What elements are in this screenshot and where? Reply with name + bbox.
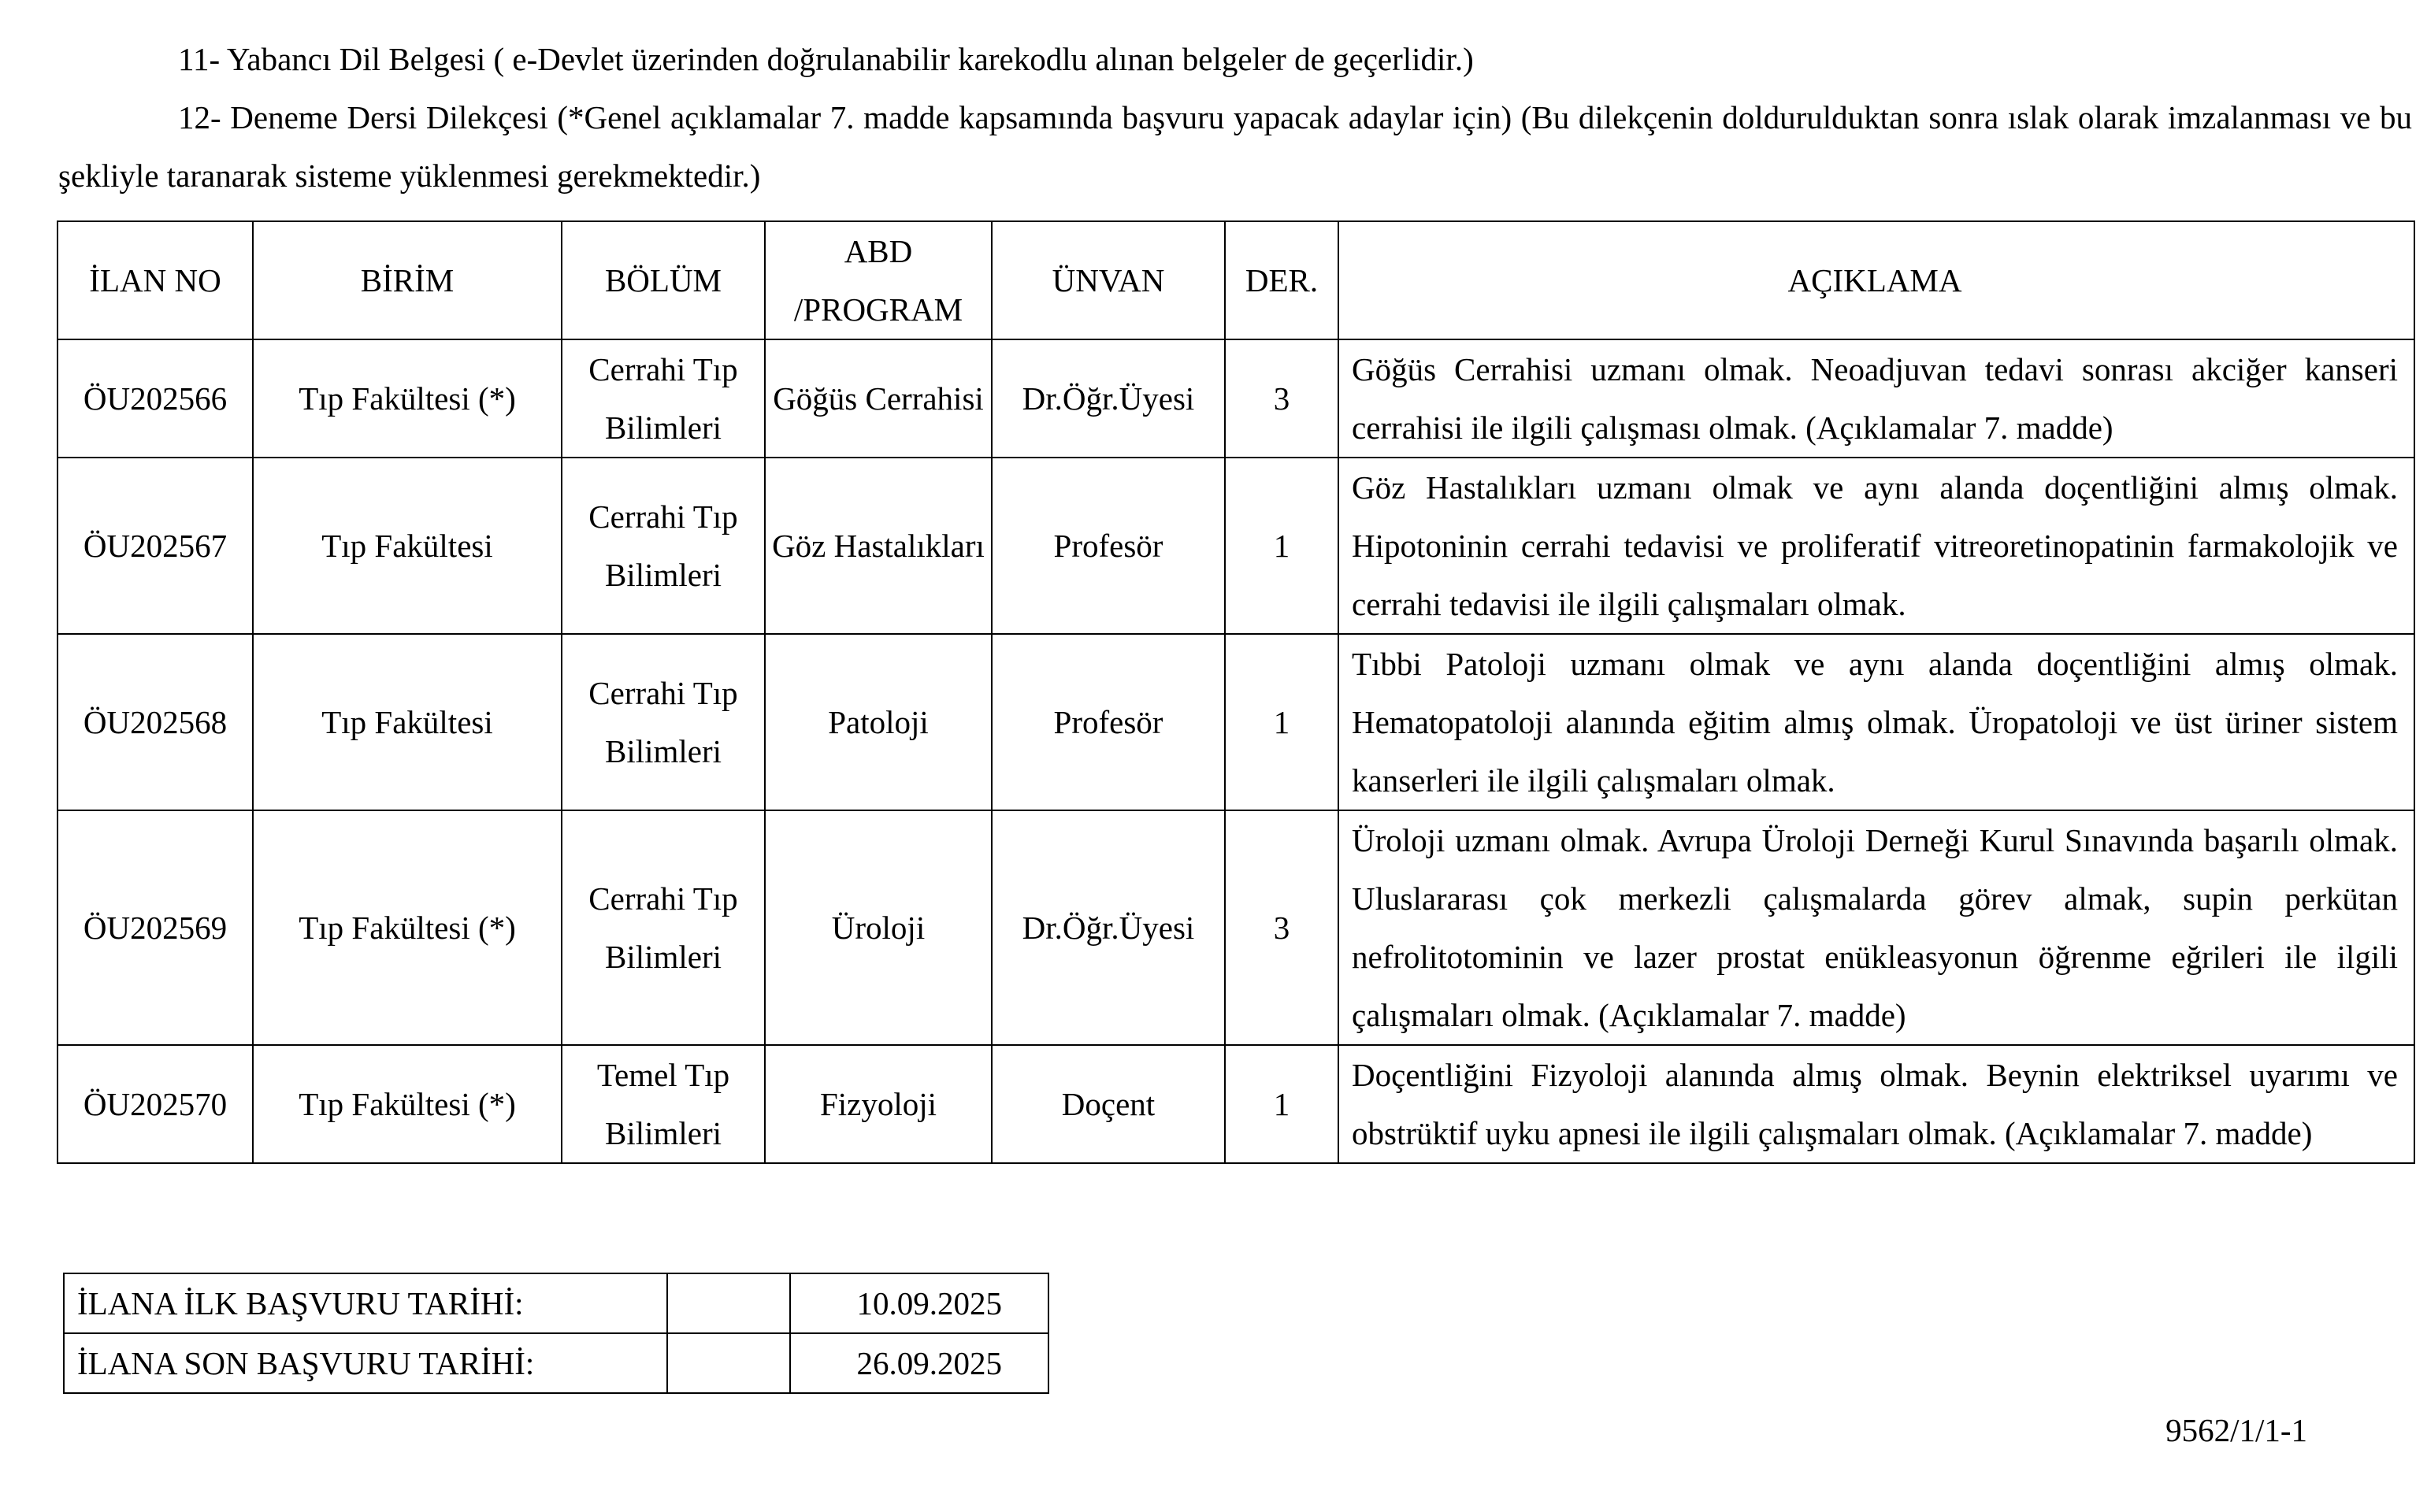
cell-unvan: Profesör bbox=[992, 458, 1225, 634]
cell-bolum: Cerrahi Tıp Bilimleri bbox=[562, 339, 765, 458]
cell-der: 3 bbox=[1225, 339, 1338, 458]
cell-birim: Tıp Fakültesi bbox=[253, 458, 562, 634]
cell-aciklama: Tıbbi Patoloji uzmanı olmak ve aynı alanda doçentliğini almış olmak. Hematopatoloji alanında eğitim almış olmak. Üropatoloji ve üst üriner sistem kanserleri ile ilgili çalışmaları olmak. bbox=[1338, 634, 2414, 810]
header-aciklama: AÇIKLAMA bbox=[1338, 221, 2414, 339]
empty-cell bbox=[667, 1333, 790, 1393]
header-birim: BİRİM bbox=[253, 221, 562, 339]
cell-bolum: Temel Tıp Bilimleri bbox=[562, 1045, 765, 1163]
header-ilan-no: İLAN NO bbox=[58, 221, 253, 339]
cell-ilan-no: ÖU202566 bbox=[58, 339, 253, 458]
cell-unvan: Dr.Öğr.Üyesi bbox=[992, 339, 1225, 458]
cell-birim: Tıp Fakültesi (*) bbox=[253, 339, 562, 458]
last-application-date-row bbox=[64, 1333, 1048, 1393]
requirement-item-12: 12- Deneme Dersi Dilekçesi (*Genel açıklamalar 7. madde kapsamında başvuru yapacak adaylar için) (Bu dilekçenin doldurulduktan sonra ıslak olarak imzalanması ve bu şekliyle taranarak sisteme yüklenmesi gerekmektedir.) bbox=[58, 99, 2412, 194]
cell-unvan: Profesör bbox=[992, 634, 1225, 810]
header-der: DER. bbox=[1225, 221, 1338, 339]
cell-abd-program: Fizyoloji bbox=[765, 1045, 992, 1163]
first-application-date-label: İLANA İLK BAŞVURU TARİHİ: bbox=[64, 1273, 667, 1333]
cell-bolum: Cerrahi Tıp Bilimleri bbox=[562, 634, 765, 810]
footer-reference-code: 9562/1/1-1 bbox=[2165, 1412, 2307, 1448]
table-row bbox=[58, 810, 2414, 1045]
empty-cell bbox=[667, 1273, 790, 1333]
cell-birim: Tıp Fakültesi (*) bbox=[253, 1045, 562, 1163]
last-application-date-label: İLANA SON BAŞVURU TARİHİ: bbox=[64, 1333, 667, 1393]
cell-birim: Tıp Fakültesi bbox=[253, 634, 562, 810]
header-abd-program: ABD /PROGRAM bbox=[765, 221, 992, 339]
cell-abd-program: Patoloji bbox=[765, 634, 992, 810]
cell-abd-program: Üroloji bbox=[765, 810, 992, 1045]
cell-ilan-no: ÖU202567 bbox=[58, 458, 253, 634]
first-application-date-row bbox=[64, 1273, 1048, 1333]
table-row bbox=[58, 339, 2414, 458]
positions-table bbox=[57, 220, 2415, 1164]
last-application-date-value: 26.09.2025 bbox=[790, 1333, 1048, 1393]
table-row bbox=[58, 634, 2414, 810]
cell-der: 1 bbox=[1225, 458, 1338, 634]
cell-der: 1 bbox=[1225, 1045, 1338, 1163]
table-header-row bbox=[58, 221, 2414, 339]
cell-unvan: Dr.Öğr.Üyesi bbox=[992, 810, 1225, 1045]
cell-aciklama: Göz Hastalıkları uzmanı olmak ve aynı alanda doçentliğini almış olmak. Hipotoninin cerrahi tedavisi ve proliferatif vitreoretinopatinin farmakolojik ve cerrahi tedavisi ile ilgili çalışmaları olmak. bbox=[1338, 458, 2414, 634]
header-unvan: ÜNVAN bbox=[992, 221, 1225, 339]
cell-aciklama: Üroloji uzmanı olmak. Avrupa Üroloji Derneği Kurul Sınavında başarılı olmak. Uluslararası çok merkezli çalışmalarda görev almak, supin perkütan nefrolitotominin ve lazer prostat enükleasyonun öğrenme eğrileri ile ilgili çalışmaları olmak. (Açıklamalar 7. madde) bbox=[1338, 810, 2414, 1045]
cell-ilan-no: ÖU202568 bbox=[58, 634, 253, 810]
first-application-date-value: 10.09.2025 bbox=[790, 1273, 1048, 1333]
cell-abd-program: Göğüs Cerrahisi bbox=[765, 339, 992, 458]
cell-ilan-no: ÖU202570 bbox=[58, 1045, 253, 1163]
header-bolum: BÖLÜM bbox=[562, 221, 765, 339]
cell-aciklama: Göğüs Cerrahisi uzmanı olmak. Neoadjuvan tedavi sonrası akciğer kanseri cerrahisi ile ilgili çalışması olmak. (Açıklamalar 7. madde) bbox=[1338, 339, 2414, 458]
cell-bolum: Cerrahi Tıp Bilimleri bbox=[562, 810, 765, 1045]
table-row bbox=[58, 458, 2414, 634]
application-dates-table bbox=[63, 1273, 1049, 1394]
cell-unvan: Doçent bbox=[992, 1045, 1225, 1163]
cell-aciklama: Doçentliğini Fizyoloji alanında almış olmak. Beynin elektriksel uyarımı ve obstrüktif uyku apnesi ile ilgili çalışmaları olmak. (Açıklamalar 7. madde) bbox=[1338, 1045, 2414, 1163]
table-row bbox=[58, 1045, 2414, 1163]
cell-ilan-no: ÖU202569 bbox=[58, 810, 253, 1045]
cell-der: 1 bbox=[1225, 634, 1338, 810]
cell-abd-program: Göz Hastalıkları bbox=[765, 458, 992, 634]
cell-birim: Tıp Fakültesi (*) bbox=[253, 810, 562, 1045]
cell-bolum: Cerrahi Tıp Bilimleri bbox=[562, 458, 765, 634]
requirement-item-11: 11- Yabancı Dil Belgesi ( e-Devlet üzerinden doğrulanabilir karekodlu alınan belgeler de geçerlidir.) bbox=[178, 41, 1474, 77]
cell-der: 3 bbox=[1225, 810, 1338, 1045]
